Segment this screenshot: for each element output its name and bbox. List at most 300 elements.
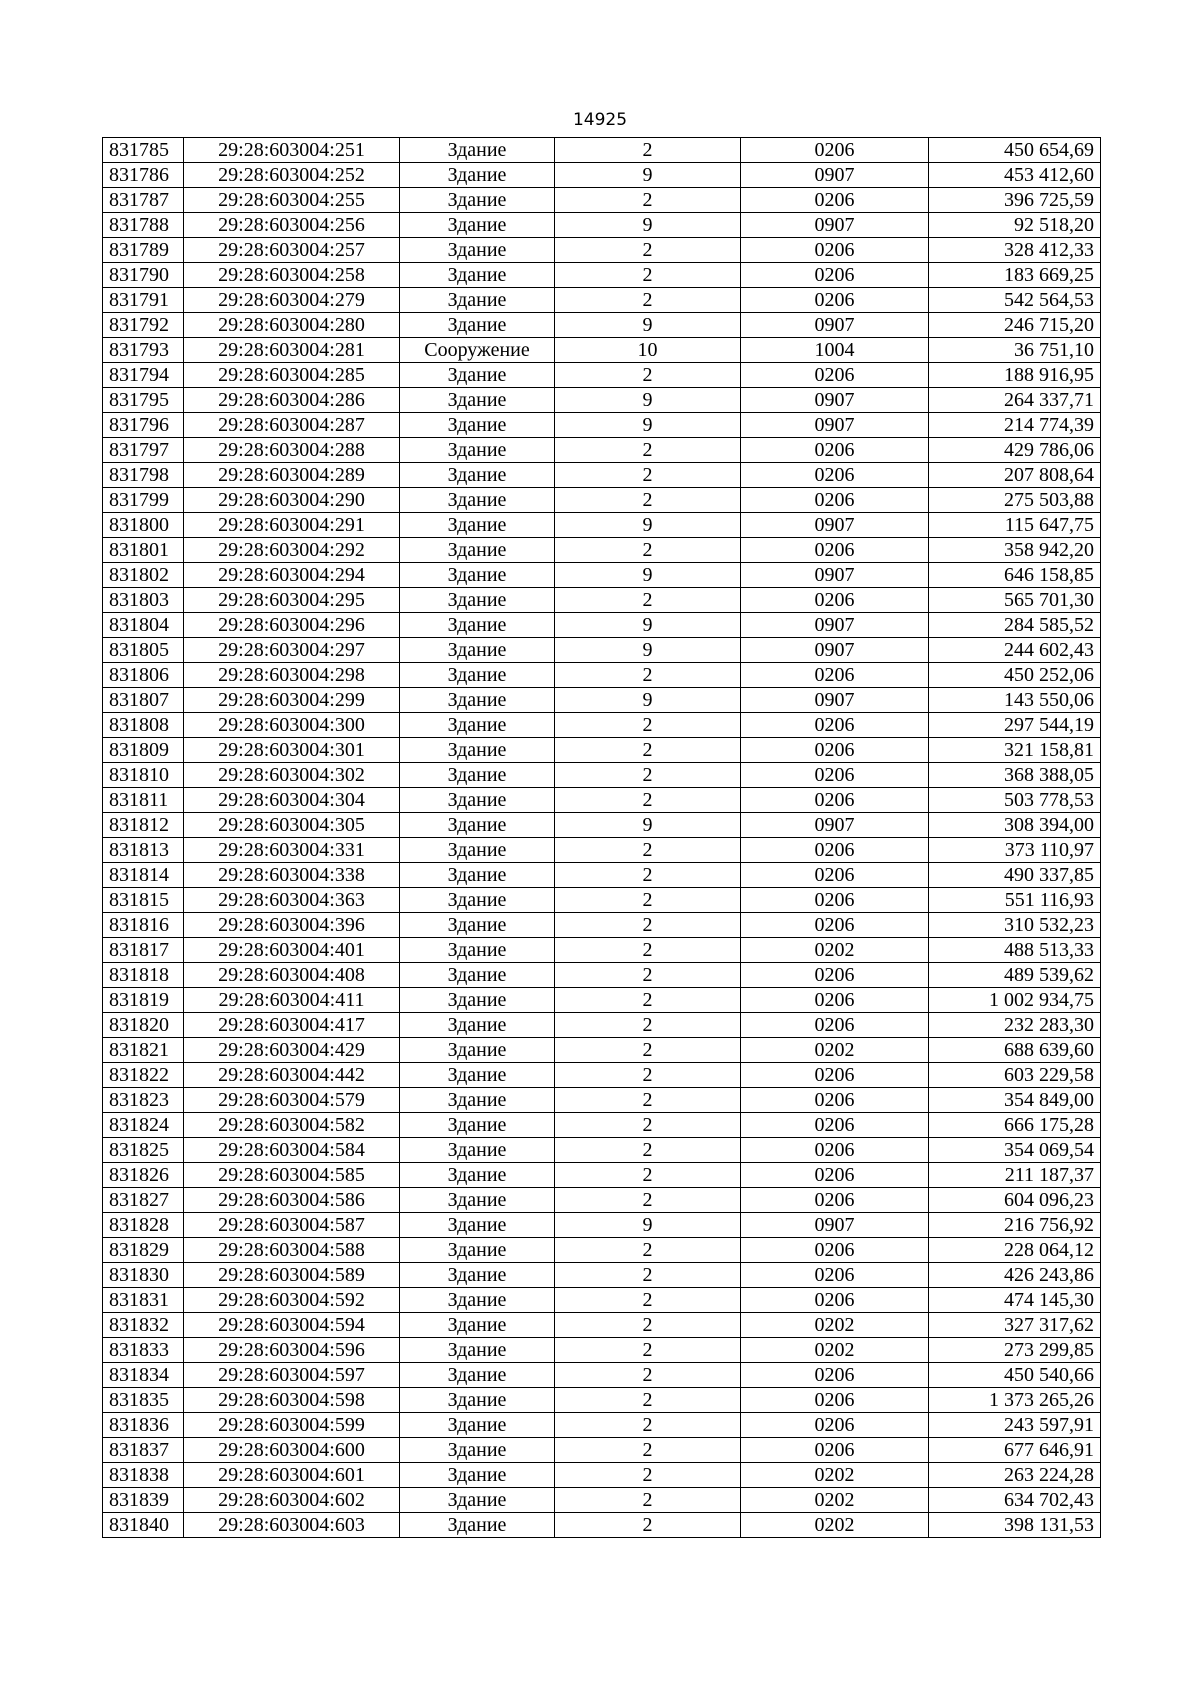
group-cell: 2 bbox=[555, 1138, 741, 1163]
row-number-cell: 831815 bbox=[103, 888, 184, 913]
group-cell: 2 bbox=[555, 1313, 741, 1338]
group-cell: 2 bbox=[555, 1388, 741, 1413]
subgroup-code-cell: 0206 bbox=[741, 588, 929, 613]
object-type-cell: Здание bbox=[400, 213, 555, 238]
cadastral-number-cell: 29:28:603004:279 bbox=[184, 288, 400, 313]
group-cell: 9 bbox=[555, 313, 741, 338]
table-row bbox=[103, 413, 1101, 438]
cadastral-value-cell: 634 702,43 bbox=[929, 1488, 1101, 1513]
row-number-cell: 831840 bbox=[103, 1513, 184, 1538]
group-cell: 2 bbox=[555, 1488, 741, 1513]
cadastral-number-cell: 29:28:603004:302 bbox=[184, 763, 400, 788]
object-type-cell: Здание bbox=[400, 1463, 555, 1488]
row-number-cell: 831798 bbox=[103, 463, 184, 488]
cadastral-value-cell: 228 064,12 bbox=[929, 1238, 1101, 1263]
cadastral-value-cell: 264 337,71 bbox=[929, 388, 1101, 413]
subgroup-code-cell: 0907 bbox=[741, 813, 929, 838]
cadastral-number-cell: 29:28:603004:594 bbox=[184, 1313, 400, 1338]
subgroup-code-cell: 0907 bbox=[741, 388, 929, 413]
table-row bbox=[103, 838, 1101, 863]
group-cell: 2 bbox=[555, 363, 741, 388]
subgroup-code-cell: 0206 bbox=[741, 138, 929, 163]
group-cell: 2 bbox=[555, 1163, 741, 1188]
cadastral-number-cell: 29:28:603004:417 bbox=[184, 1013, 400, 1038]
table-row bbox=[103, 888, 1101, 913]
table-row bbox=[103, 788, 1101, 813]
subgroup-code-cell: 0206 bbox=[741, 713, 929, 738]
group-cell: 2 bbox=[555, 738, 741, 763]
row-number-cell: 831806 bbox=[103, 663, 184, 688]
table-row bbox=[103, 363, 1101, 388]
cadastral-number-cell: 29:28:603004:305 bbox=[184, 813, 400, 838]
object-type-cell: Здание bbox=[400, 713, 555, 738]
table-row bbox=[103, 1263, 1101, 1288]
group-cell: 2 bbox=[555, 288, 741, 313]
subgroup-code-cell: 0907 bbox=[741, 313, 929, 338]
object-type-cell: Здание bbox=[400, 613, 555, 638]
object-type-cell: Здание bbox=[400, 513, 555, 538]
group-cell: 9 bbox=[555, 163, 741, 188]
table-row bbox=[103, 863, 1101, 888]
table-row bbox=[103, 988, 1101, 1013]
subgroup-code-cell: 0907 bbox=[741, 688, 929, 713]
object-type-cell: Здание bbox=[400, 388, 555, 413]
group-cell: 2 bbox=[555, 838, 741, 863]
object-type-cell: Здание bbox=[400, 788, 555, 813]
group-cell: 2 bbox=[555, 1513, 741, 1538]
object-type-cell: Здание bbox=[400, 963, 555, 988]
cadastral-value-cell: 244 602,43 bbox=[929, 638, 1101, 663]
object-type-cell: Здание bbox=[400, 738, 555, 763]
group-cell: 2 bbox=[555, 488, 741, 513]
subgroup-code-cell: 0202 bbox=[741, 1488, 929, 1513]
group-cell: 2 bbox=[555, 1113, 741, 1138]
row-number-cell: 831819 bbox=[103, 988, 184, 1013]
table-row bbox=[103, 638, 1101, 663]
cadastral-value-cell: 214 774,39 bbox=[929, 413, 1101, 438]
object-type-cell: Здание bbox=[400, 663, 555, 688]
group-cell: 2 bbox=[555, 988, 741, 1013]
subgroup-code-cell: 0206 bbox=[741, 488, 929, 513]
table-row bbox=[103, 1063, 1101, 1088]
row-number-cell: 831816 bbox=[103, 913, 184, 938]
cadastral-number-cell: 29:28:603004:289 bbox=[184, 463, 400, 488]
subgroup-code-cell: 0202 bbox=[741, 1313, 929, 1338]
table-row bbox=[103, 1038, 1101, 1063]
subgroup-code-cell: 0206 bbox=[741, 788, 929, 813]
subgroup-code-cell: 0202 bbox=[741, 1513, 929, 1538]
object-type-cell: Здание bbox=[400, 1413, 555, 1438]
group-cell: 2 bbox=[555, 763, 741, 788]
subgroup-code-cell: 0206 bbox=[741, 1288, 929, 1313]
subgroup-code-cell: 0206 bbox=[741, 1163, 929, 1188]
subgroup-code-cell: 0206 bbox=[741, 1363, 929, 1388]
subgroup-code-cell: 0206 bbox=[741, 463, 929, 488]
table-row bbox=[103, 538, 1101, 563]
subgroup-code-cell: 0206 bbox=[741, 763, 929, 788]
object-type-cell: Здание bbox=[400, 1138, 555, 1163]
cadastral-value-cell: 450 540,66 bbox=[929, 1363, 1101, 1388]
subgroup-code-cell: 0202 bbox=[741, 1038, 929, 1063]
table-row bbox=[103, 1413, 1101, 1438]
group-cell: 9 bbox=[555, 513, 741, 538]
table-row bbox=[103, 813, 1101, 838]
cadastral-number-cell: 29:28:603004:589 bbox=[184, 1263, 400, 1288]
subgroup-code-cell: 0206 bbox=[741, 838, 929, 863]
table-row bbox=[103, 1338, 1101, 1363]
cadastral-number-cell: 29:28:603004:596 bbox=[184, 1338, 400, 1363]
cadastral-number-cell: 29:28:603004:363 bbox=[184, 888, 400, 913]
object-type-cell: Здание bbox=[400, 1238, 555, 1263]
table-row bbox=[103, 763, 1101, 788]
cadastral-number-cell: 29:28:603004:338 bbox=[184, 863, 400, 888]
group-cell: 2 bbox=[555, 438, 741, 463]
table-row bbox=[103, 588, 1101, 613]
object-type-cell: Здание bbox=[400, 1163, 555, 1188]
table-row bbox=[103, 213, 1101, 238]
subgroup-code-cell: 0206 bbox=[741, 738, 929, 763]
cadastral-value-cell: 328 412,33 bbox=[929, 238, 1101, 263]
cadastral-value-cell: 490 337,85 bbox=[929, 863, 1101, 888]
object-type-cell: Здание bbox=[400, 538, 555, 563]
cadastral-value-cell: 183 669,25 bbox=[929, 263, 1101, 288]
object-type-cell: Здание bbox=[400, 888, 555, 913]
table-row bbox=[103, 1163, 1101, 1188]
group-cell: 2 bbox=[555, 1238, 741, 1263]
registry-table-body bbox=[103, 138, 1101, 1538]
cadastral-value-cell: 368 388,05 bbox=[929, 763, 1101, 788]
cadastral-number-cell: 29:28:603004:285 bbox=[184, 363, 400, 388]
row-number-cell: 831793 bbox=[103, 338, 184, 363]
group-cell: 9 bbox=[555, 1213, 741, 1238]
subgroup-code-cell: 0206 bbox=[741, 863, 929, 888]
subgroup-code-cell: 0206 bbox=[741, 1013, 929, 1038]
row-number-cell: 831836 bbox=[103, 1413, 184, 1438]
group-cell: 9 bbox=[555, 388, 741, 413]
group-cell: 2 bbox=[555, 1338, 741, 1363]
cadastral-number-cell: 29:28:603004:294 bbox=[184, 563, 400, 588]
cadastral-value-cell: 92 518,20 bbox=[929, 213, 1101, 238]
subgroup-code-cell: 0206 bbox=[741, 438, 929, 463]
group-cell: 2 bbox=[555, 863, 741, 888]
cadastral-value-cell: 565 701,30 bbox=[929, 588, 1101, 613]
cadastral-value-cell: 551 116,93 bbox=[929, 888, 1101, 913]
cadastral-number-cell: 29:28:603004:584 bbox=[184, 1138, 400, 1163]
cadastral-number-cell: 29:28:603004:288 bbox=[184, 438, 400, 463]
object-type-cell: Здание bbox=[400, 413, 555, 438]
cadastral-number-cell: 29:28:603004:304 bbox=[184, 788, 400, 813]
subgroup-code-cell: 0206 bbox=[741, 1438, 929, 1463]
subgroup-code-cell: 0206 bbox=[741, 1113, 929, 1138]
cadastral-value-cell: 273 299,85 bbox=[929, 1338, 1101, 1363]
object-type-cell: Здание bbox=[400, 1438, 555, 1463]
table-row bbox=[103, 438, 1101, 463]
table-row bbox=[103, 563, 1101, 588]
cadastral-number-cell: 29:28:603004:599 bbox=[184, 1413, 400, 1438]
cadastral-value-cell: 243 597,91 bbox=[929, 1413, 1101, 1438]
group-cell: 2 bbox=[555, 1288, 741, 1313]
cadastral-number-cell: 29:28:603004:295 bbox=[184, 588, 400, 613]
row-number-cell: 831834 bbox=[103, 1363, 184, 1388]
cadastral-value-cell: 677 646,91 bbox=[929, 1438, 1101, 1463]
table-row bbox=[103, 1463, 1101, 1488]
subgroup-code-cell: 0206 bbox=[741, 663, 929, 688]
subgroup-code-cell: 0206 bbox=[741, 913, 929, 938]
cadastral-value-cell: 275 503,88 bbox=[929, 488, 1101, 513]
table-row bbox=[103, 138, 1101, 163]
group-cell: 2 bbox=[555, 1363, 741, 1388]
cadastral-number-cell: 29:28:603004:602 bbox=[184, 1488, 400, 1513]
table-row bbox=[103, 1113, 1101, 1138]
subgroup-code-cell: 0206 bbox=[741, 1388, 929, 1413]
table-row bbox=[103, 1438, 1101, 1463]
group-cell: 2 bbox=[555, 1413, 741, 1438]
cadastral-number-cell: 29:28:603004:331 bbox=[184, 838, 400, 863]
table-row bbox=[103, 1288, 1101, 1313]
cadastral-number-cell: 29:28:603004:429 bbox=[184, 1038, 400, 1063]
subgroup-code-cell: 0206 bbox=[741, 238, 929, 263]
cadastral-value-cell: 188 916,95 bbox=[929, 363, 1101, 388]
table-row bbox=[103, 238, 1101, 263]
row-number-cell: 831792 bbox=[103, 313, 184, 338]
row-number-cell: 831807 bbox=[103, 688, 184, 713]
table-row bbox=[103, 188, 1101, 213]
cadastral-value-cell: 688 639,60 bbox=[929, 1038, 1101, 1063]
subgroup-code-cell: 0907 bbox=[741, 213, 929, 238]
object-type-cell: Здание bbox=[400, 1288, 555, 1313]
table-row bbox=[103, 663, 1101, 688]
object-type-cell: Здание bbox=[400, 1263, 555, 1288]
object-type-cell: Здание bbox=[400, 638, 555, 663]
object-type-cell: Здание bbox=[400, 1113, 555, 1138]
table-row bbox=[103, 738, 1101, 763]
cadastral-number-cell: 29:28:603004:255 bbox=[184, 188, 400, 213]
cadastral-value-cell: 310 532,23 bbox=[929, 913, 1101, 938]
row-number-cell: 831801 bbox=[103, 538, 184, 563]
cadastral-value-cell: 542 564,53 bbox=[929, 288, 1101, 313]
group-cell: 2 bbox=[555, 1438, 741, 1463]
cadastral-value-cell: 373 110,97 bbox=[929, 838, 1101, 863]
table-row bbox=[103, 1238, 1101, 1263]
group-cell: 2 bbox=[555, 663, 741, 688]
cadastral-value-cell: 429 786,06 bbox=[929, 438, 1101, 463]
cadastral-value-cell: 216 756,92 bbox=[929, 1213, 1101, 1238]
cadastral-number-cell: 29:28:603004:298 bbox=[184, 663, 400, 688]
cadastral-number-cell: 29:28:603004:411 bbox=[184, 988, 400, 1013]
subgroup-code-cell: 0907 bbox=[741, 413, 929, 438]
subgroup-code-cell: 0907 bbox=[741, 513, 929, 538]
subgroup-code-cell: 0202 bbox=[741, 938, 929, 963]
cadastral-number-cell: 29:28:603004:256 bbox=[184, 213, 400, 238]
row-number-cell: 831805 bbox=[103, 638, 184, 663]
row-number-cell: 831839 bbox=[103, 1488, 184, 1513]
row-number-cell: 831810 bbox=[103, 763, 184, 788]
object-type-cell: Здание bbox=[400, 363, 555, 388]
object-type-cell: Здание bbox=[400, 763, 555, 788]
group-cell: 2 bbox=[555, 538, 741, 563]
subgroup-code-cell: 0206 bbox=[741, 1138, 929, 1163]
cadastral-value-cell: 646 158,85 bbox=[929, 563, 1101, 588]
cadastral-value-cell: 1 373 265,26 bbox=[929, 1388, 1101, 1413]
table-row bbox=[103, 938, 1101, 963]
subgroup-code-cell: 0206 bbox=[741, 1413, 929, 1438]
row-number-cell: 831828 bbox=[103, 1213, 184, 1238]
cadastral-number-cell: 29:28:603004:258 bbox=[184, 263, 400, 288]
cadastral-value-cell: 354 849,00 bbox=[929, 1088, 1101, 1113]
table-row bbox=[103, 1213, 1101, 1238]
subgroup-code-cell: 0206 bbox=[741, 188, 929, 213]
cadastral-value-cell: 143 550,06 bbox=[929, 688, 1101, 713]
subgroup-code-cell: 0907 bbox=[741, 563, 929, 588]
table-row bbox=[103, 613, 1101, 638]
row-number-cell: 831837 bbox=[103, 1438, 184, 1463]
object-type-cell: Сооружение bbox=[400, 338, 555, 363]
cadastral-value-cell: 354 069,54 bbox=[929, 1138, 1101, 1163]
row-number-cell: 831796 bbox=[103, 413, 184, 438]
cadastral-value-cell: 666 175,28 bbox=[929, 1113, 1101, 1138]
row-number-cell: 831830 bbox=[103, 1263, 184, 1288]
cadastral-value-cell: 396 725,59 bbox=[929, 188, 1101, 213]
group-cell: 2 bbox=[555, 1088, 741, 1113]
subgroup-code-cell: 1004 bbox=[741, 338, 929, 363]
table-row bbox=[103, 1488, 1101, 1513]
row-number-cell: 831827 bbox=[103, 1188, 184, 1213]
table-row bbox=[103, 913, 1101, 938]
cadastral-number-cell: 29:28:603004:603 bbox=[184, 1513, 400, 1538]
table-row bbox=[103, 1188, 1101, 1213]
object-type-cell: Здание bbox=[400, 938, 555, 963]
table-row bbox=[103, 1013, 1101, 1038]
subgroup-code-cell: 0202 bbox=[741, 1338, 929, 1363]
group-cell: 2 bbox=[555, 963, 741, 988]
cadastral-number-cell: 29:28:603004:582 bbox=[184, 1113, 400, 1138]
object-type-cell: Здание bbox=[400, 813, 555, 838]
object-type-cell: Здание bbox=[400, 588, 555, 613]
group-cell: 2 bbox=[555, 938, 741, 963]
group-cell: 2 bbox=[555, 1013, 741, 1038]
row-number-cell: 831831 bbox=[103, 1288, 184, 1313]
subgroup-code-cell: 0907 bbox=[741, 1213, 929, 1238]
subgroup-code-cell: 0206 bbox=[741, 1088, 929, 1113]
subgroup-code-cell: 0206 bbox=[741, 1263, 929, 1288]
group-cell: 2 bbox=[555, 888, 741, 913]
group-cell: 2 bbox=[555, 1263, 741, 1288]
row-number-cell: 831804 bbox=[103, 613, 184, 638]
group-cell: 2 bbox=[555, 463, 741, 488]
subgroup-code-cell: 0206 bbox=[741, 988, 929, 1013]
cadastral-number-cell: 29:28:603004:257 bbox=[184, 238, 400, 263]
page-number: 14925 bbox=[572, 110, 628, 130]
object-type-cell: Здание bbox=[400, 688, 555, 713]
cadastral-number-cell: 29:28:603004:585 bbox=[184, 1163, 400, 1188]
group-cell: 2 bbox=[555, 188, 741, 213]
cadastral-value-cell: 489 539,62 bbox=[929, 963, 1101, 988]
object-type-cell: Здание bbox=[400, 1188, 555, 1213]
subgroup-code-cell: 0206 bbox=[741, 963, 929, 988]
row-number-cell: 831817 bbox=[103, 938, 184, 963]
object-type-cell: Здание bbox=[400, 1038, 555, 1063]
object-type-cell: Здание bbox=[400, 1213, 555, 1238]
group-cell: 2 bbox=[555, 1463, 741, 1488]
subgroup-code-cell: 0206 bbox=[741, 888, 929, 913]
group-cell: 2 bbox=[555, 913, 741, 938]
cadastral-number-cell: 29:28:603004:286 bbox=[184, 388, 400, 413]
group-cell: 2 bbox=[555, 263, 741, 288]
object-type-cell: Здание bbox=[400, 838, 555, 863]
cadastral-value-cell: 426 243,86 bbox=[929, 1263, 1101, 1288]
group-cell: 9 bbox=[555, 638, 741, 663]
object-type-cell: Здание bbox=[400, 188, 555, 213]
object-type-cell: Здание bbox=[400, 1513, 555, 1538]
group-cell: 9 bbox=[555, 613, 741, 638]
object-type-cell: Здание bbox=[400, 463, 555, 488]
row-number-cell: 831799 bbox=[103, 488, 184, 513]
subgroup-code-cell: 0206 bbox=[741, 1063, 929, 1088]
subgroup-code-cell: 0907 bbox=[741, 638, 929, 663]
table-row bbox=[103, 1138, 1101, 1163]
table-row bbox=[103, 388, 1101, 413]
cadastral-number-cell: 29:28:603004:287 bbox=[184, 413, 400, 438]
row-number-cell: 831797 bbox=[103, 438, 184, 463]
row-number-cell: 831811 bbox=[103, 788, 184, 813]
cadastral-value-cell: 36 751,10 bbox=[929, 338, 1101, 363]
group-cell: 9 bbox=[555, 563, 741, 588]
table-row bbox=[103, 338, 1101, 363]
group-cell: 2 bbox=[555, 1063, 741, 1088]
cadastral-number-cell: 29:28:603004:588 bbox=[184, 1238, 400, 1263]
cadastral-number-cell: 29:28:603004:592 bbox=[184, 1288, 400, 1313]
row-number-cell: 831823 bbox=[103, 1088, 184, 1113]
cadastral-value-cell: 115 647,75 bbox=[929, 513, 1101, 538]
cadastral-value-cell: 1 002 934,75 bbox=[929, 988, 1101, 1013]
group-cell: 2 bbox=[555, 588, 741, 613]
object-type-cell: Здание bbox=[400, 263, 555, 288]
object-type-cell: Здание bbox=[400, 563, 555, 588]
row-number-cell: 831824 bbox=[103, 1113, 184, 1138]
cadastral-value-cell: 327 317,62 bbox=[929, 1313, 1101, 1338]
row-number-cell: 831809 bbox=[103, 738, 184, 763]
cadastral-number-cell: 29:28:603004:251 bbox=[184, 138, 400, 163]
cadastral-value-cell: 263 224,28 bbox=[929, 1463, 1101, 1488]
row-number-cell: 831826 bbox=[103, 1163, 184, 1188]
group-cell: 2 bbox=[555, 138, 741, 163]
row-number-cell: 831838 bbox=[103, 1463, 184, 1488]
cadastral-number-cell: 29:28:603004:600 bbox=[184, 1438, 400, 1463]
cadastral-number-cell: 29:28:603004:300 bbox=[184, 713, 400, 738]
row-number-cell: 831820 bbox=[103, 1013, 184, 1038]
row-number-cell: 831795 bbox=[103, 388, 184, 413]
cadastral-value-cell: 308 394,00 bbox=[929, 813, 1101, 838]
object-type-cell: Здание bbox=[400, 913, 555, 938]
cadastral-number-cell: 29:28:603004:280 bbox=[184, 313, 400, 338]
table-row bbox=[103, 513, 1101, 538]
row-number-cell: 831814 bbox=[103, 863, 184, 888]
cadastral-number-cell: 29:28:603004:442 bbox=[184, 1063, 400, 1088]
cadastral-number-cell: 29:28:603004:597 bbox=[184, 1363, 400, 1388]
cadastral-value-cell: 297 544,19 bbox=[929, 713, 1101, 738]
cadastral-value-cell: 398 131,53 bbox=[929, 1513, 1101, 1538]
subgroup-code-cell: 0202 bbox=[741, 1463, 929, 1488]
cadastral-value-cell: 358 942,20 bbox=[929, 538, 1101, 563]
cadastral-value-cell: 321 158,81 bbox=[929, 738, 1101, 763]
row-number-cell: 831802 bbox=[103, 563, 184, 588]
group-cell: 10 bbox=[555, 338, 741, 363]
table-row bbox=[103, 1313, 1101, 1338]
object-type-cell: Здание bbox=[400, 988, 555, 1013]
group-cell: 9 bbox=[555, 213, 741, 238]
table-row bbox=[103, 488, 1101, 513]
row-number-cell: 831787 bbox=[103, 188, 184, 213]
